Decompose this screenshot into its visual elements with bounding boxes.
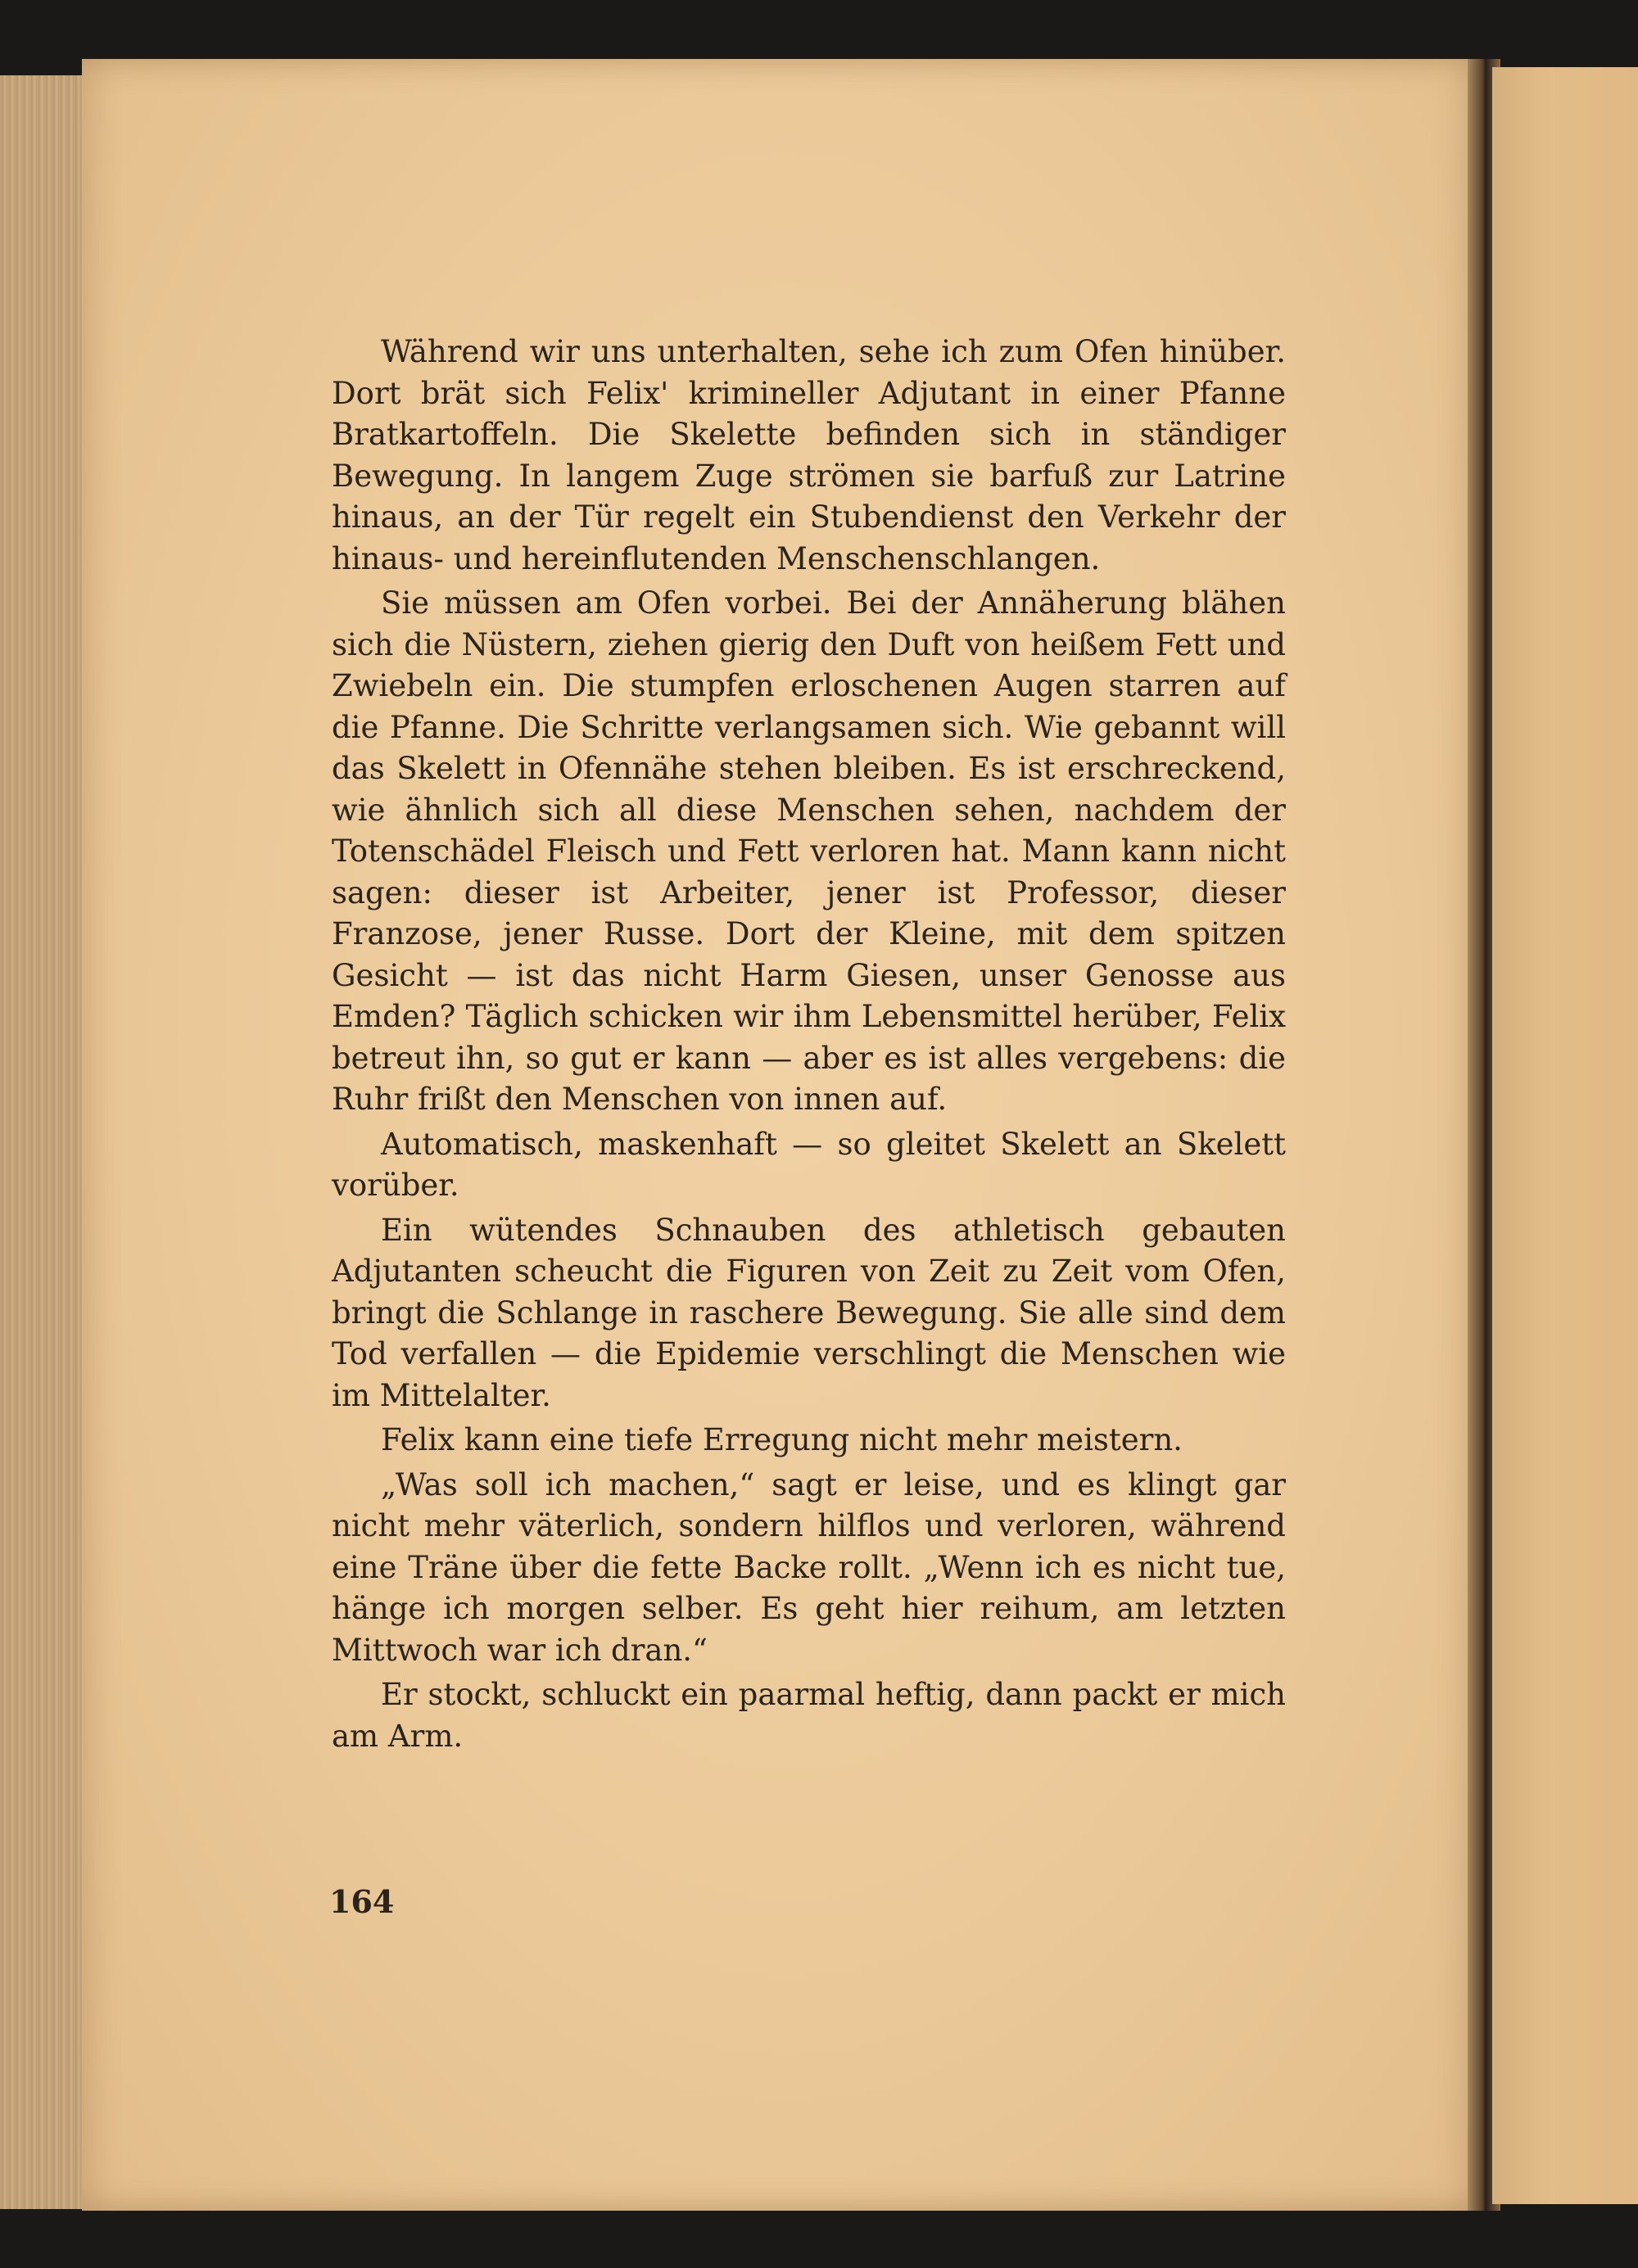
paragraph: Während wir uns unterhalten, sehe ich zum Ofen hinüber. Dort brät sich Felix' krimineller Adjutant in einer Pfanne Bratkartoffeln. Die Skelette befinden sich in ständiger Bewegung. In langem Zuge strömen sie barfuß zur Latrine hinaus, an der Tür regelt ein Stubendienst den Verkehr der hinaus- und hereinflutenden Menschenschlangen.	[332, 334, 1286, 576]
paragraph: Ein wütendes Schnauben des athletisch gebauten Adjutanten scheucht die Figuren von Zeit zu Zeit vom Ofen, bringt die Schlange in raschere Bewegung. Sie alle sind dem Tod verfallen — die Epidemie verschlingt die Menschen wie im Mittelalter.	[332, 1212, 1286, 1413]
page-stack-edge	[0, 75, 93, 2209]
facing-page-edge	[1492, 67, 1638, 2204]
paragraph: Sie müssen am Ofen vorbei. Bei der Annäherung blähen sich die Nüstern, ziehen gierig den Duft von heißem Fett und Zwiebeln ein. Die stumpfen erloschenen Augen starren auf die Pfanne. Die Schritte verlangsamen sich. Wie gebannt will das Skelett in Ofennähe stehen bleiben. Es ist erschreckend, wie ähnlich sich all diese Menschen sehen, nachdem der Totenschädel Fleisch und Fett verloren hat. Mann kann nicht sagen: dieser ist Arbeiter, jener ist Professor, dieser Franzose, jener Russe. Dort der Kleine, mit dem spitzen Gesicht — ist das nicht Harm Giesen, unser Genosse aus Emden? Täglich schicken wir ihm Lebensmittel herüber, Felix betreut ihn, so gut er kann — aber es ist alles vergebens: die Ruhr frißt den Menschen von innen auf.	[332, 585, 1286, 1117]
body-text	[332, 332, 1286, 1757]
paragraph: Automatisch, maskenhaft — so gleitet Skelett an Skelett vorüber.	[332, 1126, 1286, 1203]
page-number: 164	[329, 1883, 395, 1920]
paragraph: „Was soll ich machen,“ sagt er leise, und es klingt gar nicht mehr väterlich, sondern hilflos und verloren, während eine Träne über die fette Backe rollt. „Wenn ich es nicht tue, hänge ich morgen selber. Es geht hier reihum, am letzten Mittwoch war ich dran.“	[332, 1466, 1286, 1668]
paragraph: Felix kann eine tiefe Erregung nicht mehr meistern.	[381, 1422, 1183, 1457]
paragraph: Er stockt, schluckt ein paarmal heftig, dann packt er mich am Arm.	[332, 1677, 1286, 1754]
